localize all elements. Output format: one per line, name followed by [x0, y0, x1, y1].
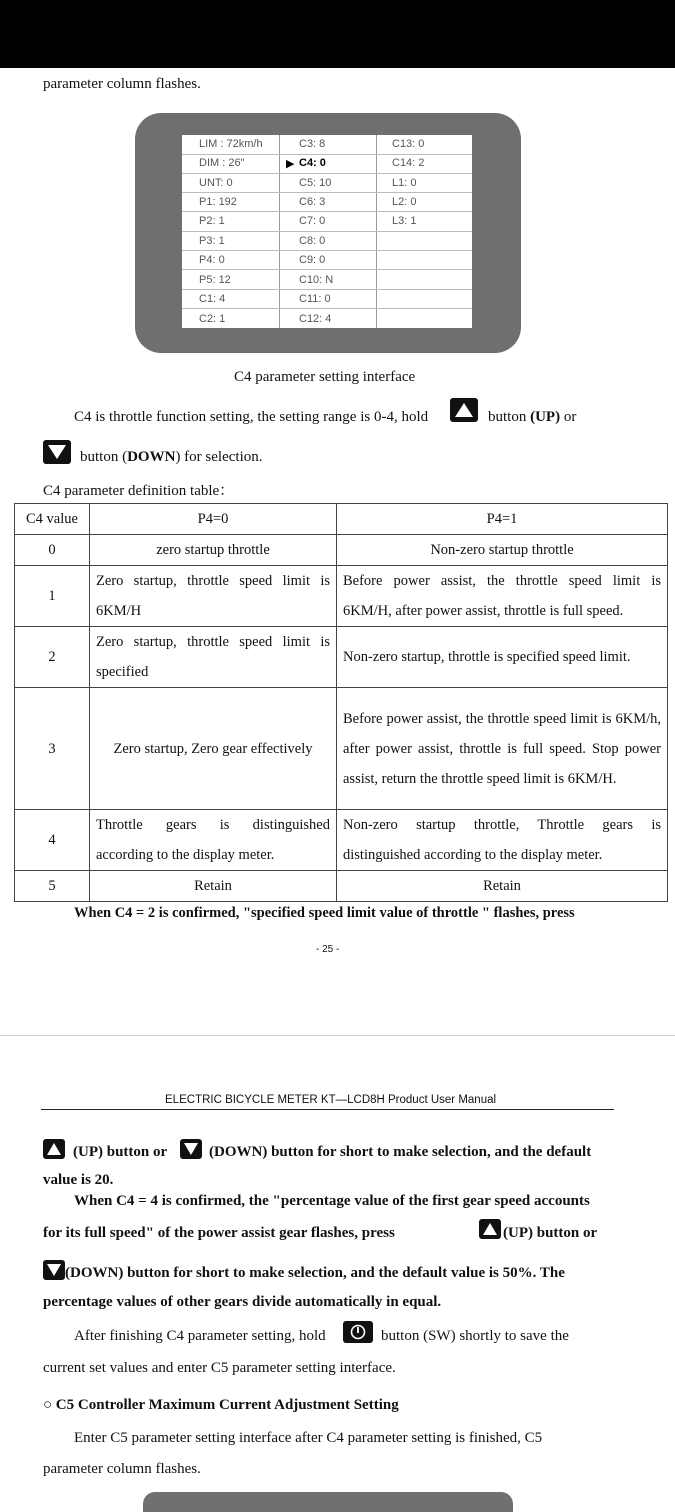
table-cell: Non-zero startup, throttle is specified speed limit. [337, 627, 668, 688]
page-top-text: parameter column flashes. [43, 76, 201, 92]
lcd-item: P1: 192 [199, 196, 237, 208]
table-cell: Non-zero startup throttle [337, 535, 668, 566]
up-triangle-button-icon [43, 1139, 65, 1159]
lcd-item: C3: 8 [299, 138, 326, 150]
table-row [15, 688, 668, 810]
lcd-item: C2: 1 [199, 313, 226, 325]
power-button-icon [343, 1321, 373, 1343]
table-cell: Retain [337, 871, 668, 902]
lcd-item-selected: C4: 0 [299, 157, 326, 169]
c4-definition-table [14, 503, 668, 902]
header-rule [41, 1109, 614, 1110]
table-cell: Throttle gears is distinguished according to the display meter. [90, 810, 337, 871]
lcd-item: P3: 1 [199, 235, 225, 247]
figure-caption: C4 parameter setting interface [234, 369, 416, 385]
body-text: After finishing C4 parameter setting, hold [74, 1328, 326, 1344]
table-cell: 0 [15, 535, 90, 566]
bold-note: When C4 = 2 is confirmed, "specified speed limit value of throttle " flashes, press [74, 905, 575, 921]
body-text: value is 20. [43, 1172, 114, 1188]
down-triangle-button-icon [43, 440, 71, 464]
intro-text: C4 is throttle function setting, the setting range is 0-4, hold [74, 409, 429, 425]
table-title: C4 parameter definition table： [43, 483, 235, 499]
lcd-item: C5: 10 [299, 177, 332, 189]
header-cell: C4 value [15, 504, 90, 535]
lcd-screen [182, 135, 472, 328]
lcd-item: P5: 12 [199, 274, 231, 286]
lcd-item: C7: 0 [299, 215, 326, 227]
table-cell: Non-zero startup throttle, Throttle gears is distinguished according to the display meter. [337, 810, 668, 871]
lcd-item: C11: 0 [299, 293, 331, 305]
lcd-item: L1: 0 [392, 177, 417, 189]
lcd-item: LIM : 72km/h [199, 138, 263, 150]
table-row [15, 871, 668, 902]
lcd-item: C13: 0 [392, 138, 425, 150]
body-text: current set values and enter C5 parameter setting interface. [43, 1360, 396, 1376]
table-cell: 4 [15, 810, 90, 871]
lcd-item: C12: 4 [299, 313, 332, 325]
down-triangle-button-icon [180, 1139, 202, 1159]
table-cell: Zero startup, throttle speed limit is 6KM/H [90, 566, 337, 627]
table-cell: 1 [15, 566, 90, 627]
table-row [15, 810, 668, 871]
table-cell: Zero startup, Zero gear effectively [90, 688, 337, 810]
intro-text: button (UP) or [488, 409, 577, 425]
lcd-item: UNT: 0 [199, 177, 233, 189]
table-cell: Before power assist, the throttle speed limit is 6KM/H, after power assist, throttle is full speed. [337, 566, 668, 627]
table-row [15, 627, 668, 688]
table-header-row [15, 504, 668, 535]
table-cell: Retain [90, 871, 337, 902]
intro-text: button (DOWN) for selection. [80, 449, 263, 465]
lcd-item: C8: 0 [299, 235, 326, 247]
table-cell: zero startup throttle [90, 535, 337, 566]
body-text: Enter C5 parameter setting interface after C4 parameter setting is finished, C5 [74, 1430, 543, 1446]
table-cell: Before power assist, the throttle speed limit is 6KM/h, after power assist, throttle is full speed. Stop power assist, return the throttle speed limit is 6KM/H. [337, 688, 668, 810]
lcd-item: L2: 0 [392, 196, 417, 208]
table-row [15, 566, 668, 627]
lcd-item: C1: 4 [199, 293, 226, 305]
up-triangle-button-icon [479, 1219, 501, 1239]
table-cell: 2 [15, 627, 90, 688]
page-separator [0, 1035, 675, 1036]
body-text: button (SW) shortly to save the [381, 1328, 569, 1344]
lcd-item: C10: N [299, 274, 334, 286]
top-black-bar [0, 0, 675, 68]
body-text: (UP) button or [503, 1225, 598, 1241]
lcd-item: DIM : 26" [199, 157, 245, 169]
body-text: (DOWN) button for short to make selection, and the default value is 50%. The [65, 1265, 565, 1281]
lcd-item: P2: 1 [199, 215, 225, 227]
body-text: (UP) button or [73, 1144, 168, 1160]
down-triangle-button-icon [43, 1260, 65, 1280]
lcd-item: L3: 1 [392, 215, 417, 227]
running-header: ELECTRIC BICYCLE METER KT—LCD8H Product User Manual [165, 1094, 497, 1106]
body-text: for its full speed" of the power assist gear flashes, press [43, 1225, 395, 1241]
body-text: percentage values of other gears divide automatically in equal. [43, 1294, 442, 1310]
lcd-selected-marker: ▶ [286, 158, 295, 170]
table-cell: 3 [15, 688, 90, 810]
header-cell: P4=0 [90, 504, 337, 535]
page-number: - 25 - [316, 944, 340, 955]
table-row [15, 535, 668, 566]
up-triangle-button-icon [450, 398, 478, 422]
lcd-device-frame-partial [143, 1492, 513, 1512]
lcd-item: C14: 2 [392, 157, 425, 169]
body-text: parameter column flashes. [43, 1461, 201, 1477]
header-cell: P4=1 [337, 504, 668, 535]
body-text: When C4 = 4 is confirmed, the "percentage value of the first gear speed accounts [74, 1193, 590, 1209]
lcd-item: C6: 3 [299, 196, 326, 208]
table-cell: Zero startup, throttle speed limit is specified [90, 627, 337, 688]
table-cell: 5 [15, 871, 90, 902]
section-heading: ○ C5 Controller Maximum Current Adjustment Setting [43, 1397, 399, 1413]
lcd-item: P4: 0 [199, 254, 225, 266]
lcd-item: C9: 0 [299, 254, 326, 266]
body-text: (DOWN) button for short to make selection, and the default [209, 1144, 592, 1160]
